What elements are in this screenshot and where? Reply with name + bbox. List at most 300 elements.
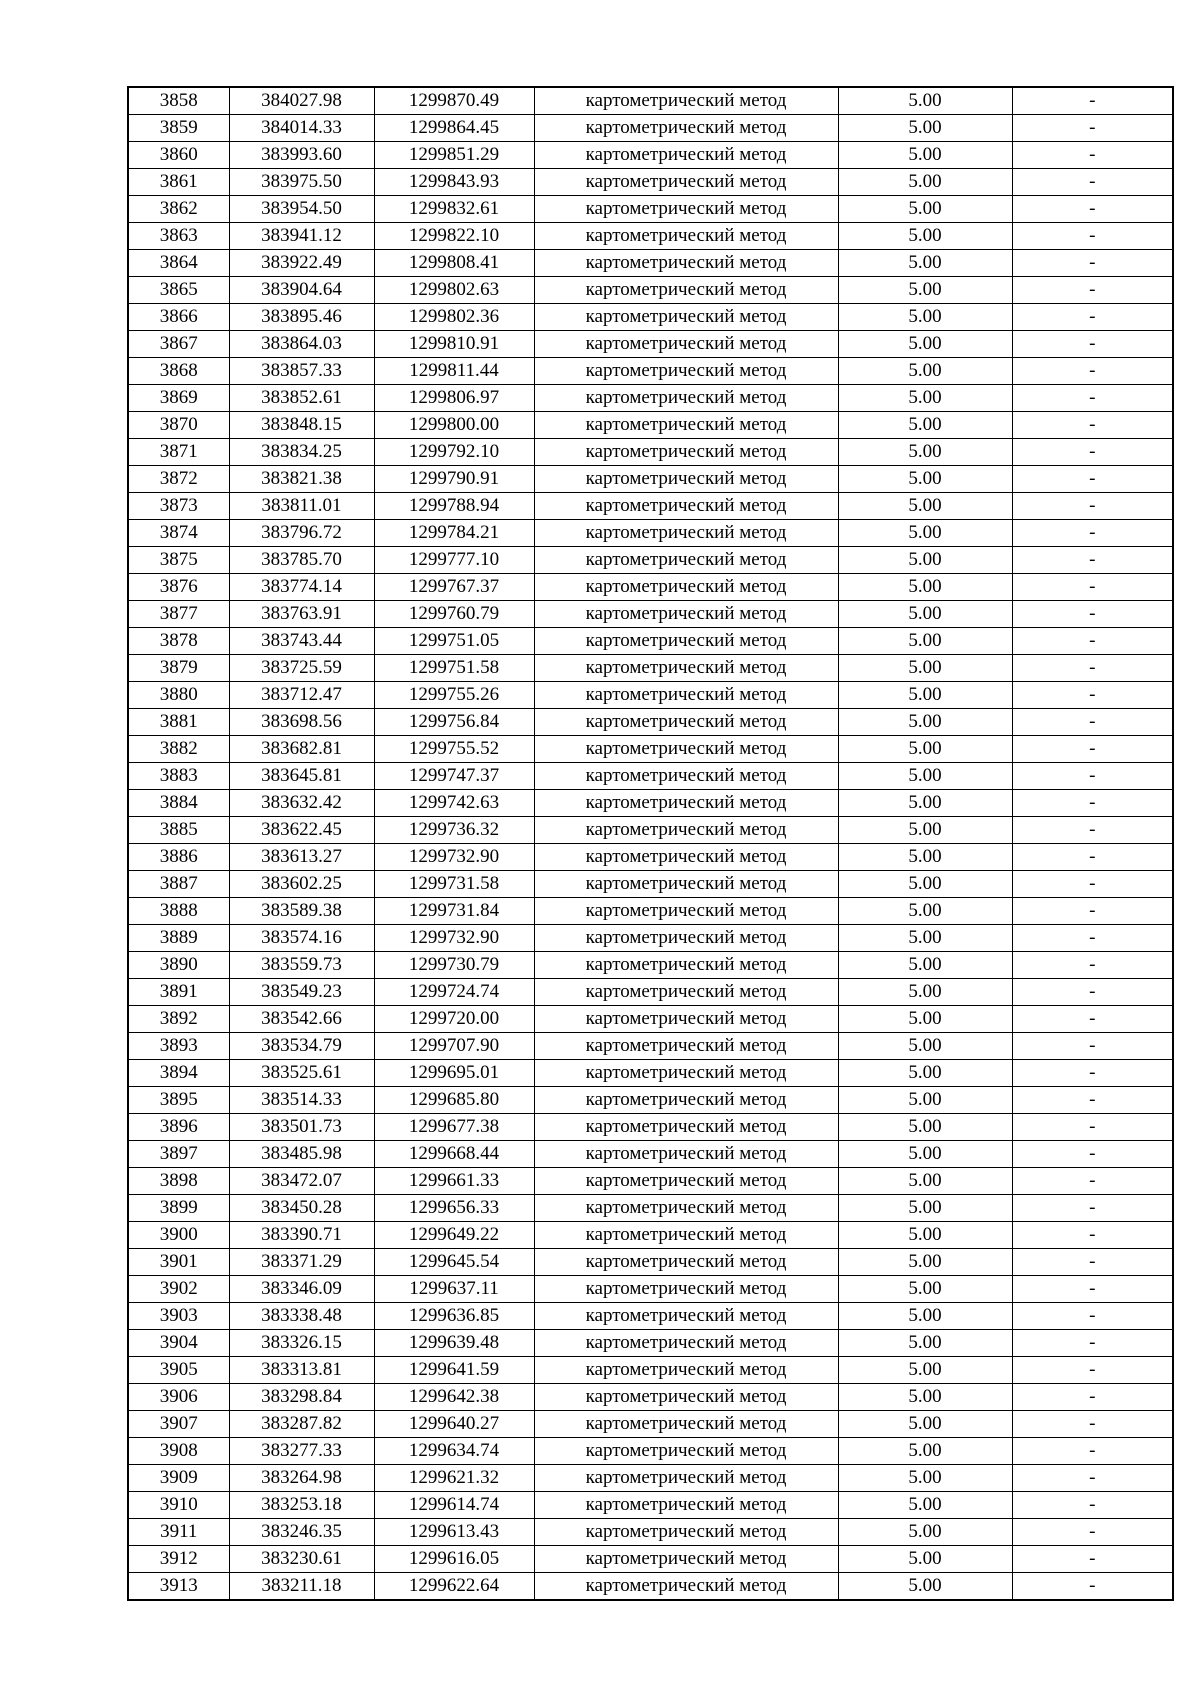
accuracy-cell: 5.00 xyxy=(838,898,1012,925)
x-coordinate-cell: 383811.01 xyxy=(229,493,374,520)
table-row xyxy=(128,844,1173,871)
note-cell: - xyxy=(1012,952,1173,979)
y-coordinate-cell: 1299760.79 xyxy=(374,601,534,628)
accuracy-cell: 5.00 xyxy=(838,115,1012,142)
method-cell: картометрический метод xyxy=(534,1141,838,1168)
point-number-cell: 3900 xyxy=(128,1222,229,1249)
x-coordinate-cell: 383743.44 xyxy=(229,628,374,655)
point-number-cell: 3865 xyxy=(128,277,229,304)
x-coordinate-cell: 383549.23 xyxy=(229,979,374,1006)
x-coordinate-cell: 383246.35 xyxy=(229,1519,374,1546)
method-cell: картометрический метод xyxy=(534,412,838,439)
note-cell: - xyxy=(1012,979,1173,1006)
y-coordinate-cell: 1299720.00 xyxy=(374,1006,534,1033)
y-coordinate-cell: 1299613.43 xyxy=(374,1519,534,1546)
y-coordinate-cell: 1299870.49 xyxy=(374,87,534,115)
point-number-cell: 3871 xyxy=(128,439,229,466)
method-cell: картометрический метод xyxy=(534,1060,838,1087)
y-coordinate-cell: 1299810.91 xyxy=(374,331,534,358)
accuracy-cell: 5.00 xyxy=(838,385,1012,412)
note-cell: - xyxy=(1012,1492,1173,1519)
accuracy-cell: 5.00 xyxy=(838,358,1012,385)
table-row xyxy=(128,115,1173,142)
method-cell: картометрический метод xyxy=(534,250,838,277)
method-cell: картометрический метод xyxy=(534,1276,838,1303)
table-row xyxy=(128,1114,1173,1141)
table-row xyxy=(128,385,1173,412)
point-number-cell: 3885 xyxy=(128,817,229,844)
y-coordinate-cell: 1299822.10 xyxy=(374,223,534,250)
note-cell: - xyxy=(1012,169,1173,196)
y-coordinate-cell: 1299802.36 xyxy=(374,304,534,331)
method-cell: картометрический метод xyxy=(534,898,838,925)
x-coordinate-cell: 383485.98 xyxy=(229,1141,374,1168)
note-cell: - xyxy=(1012,682,1173,709)
point-number-cell: 3860 xyxy=(128,142,229,169)
table-row xyxy=(128,1573,1173,1601)
table-row xyxy=(128,520,1173,547)
x-coordinate-cell: 383975.50 xyxy=(229,169,374,196)
table-row xyxy=(128,1222,1173,1249)
point-number-cell: 3903 xyxy=(128,1303,229,1330)
y-coordinate-cell: 1299621.32 xyxy=(374,1465,534,1492)
x-coordinate-cell: 384027.98 xyxy=(229,87,374,115)
note-cell: - xyxy=(1012,763,1173,790)
table-row xyxy=(128,1033,1173,1060)
table-row xyxy=(128,1411,1173,1438)
y-coordinate-cell: 1299695.01 xyxy=(374,1060,534,1087)
method-cell: картометрический метод xyxy=(534,1303,838,1330)
y-coordinate-cell: 1299622.64 xyxy=(374,1573,534,1601)
point-number-cell: 3895 xyxy=(128,1087,229,1114)
accuracy-cell: 5.00 xyxy=(838,142,1012,169)
note-cell: - xyxy=(1012,466,1173,493)
x-coordinate-cell: 383534.79 xyxy=(229,1033,374,1060)
y-coordinate-cell: 1299790.91 xyxy=(374,466,534,493)
note-cell: - xyxy=(1012,1384,1173,1411)
accuracy-cell: 5.00 xyxy=(838,250,1012,277)
note-cell: - xyxy=(1012,277,1173,304)
table-body xyxy=(128,87,1173,1600)
method-cell: картометрический метод xyxy=(534,628,838,655)
x-coordinate-cell: 383277.33 xyxy=(229,1438,374,1465)
table-row xyxy=(128,547,1173,574)
method-cell: картометрический метод xyxy=(534,1168,838,1195)
point-number-cell: 3894 xyxy=(128,1060,229,1087)
point-number-cell: 3912 xyxy=(128,1546,229,1573)
x-coordinate-cell: 383632.42 xyxy=(229,790,374,817)
table-row xyxy=(128,736,1173,763)
accuracy-cell: 5.00 xyxy=(838,1411,1012,1438)
x-coordinate-cell: 383613.27 xyxy=(229,844,374,871)
note-cell: - xyxy=(1012,871,1173,898)
table-row xyxy=(128,1303,1173,1330)
accuracy-cell: 5.00 xyxy=(838,979,1012,1006)
x-coordinate-cell: 383501.73 xyxy=(229,1114,374,1141)
y-coordinate-cell: 1299736.32 xyxy=(374,817,534,844)
table-row xyxy=(128,358,1173,385)
point-number-cell: 3891 xyxy=(128,979,229,1006)
accuracy-cell: 5.00 xyxy=(838,87,1012,115)
method-cell: картометрический метод xyxy=(534,925,838,952)
method-cell: картометрический метод xyxy=(534,493,838,520)
note-cell: - xyxy=(1012,844,1173,871)
point-number-cell: 3883 xyxy=(128,763,229,790)
method-cell: картометрический метод xyxy=(534,871,838,898)
x-coordinate-cell: 383941.12 xyxy=(229,223,374,250)
note-cell: - xyxy=(1012,1438,1173,1465)
note-cell: - xyxy=(1012,1033,1173,1060)
point-number-cell: 3890 xyxy=(128,952,229,979)
method-cell: картометрический метод xyxy=(534,520,838,547)
point-number-cell: 3889 xyxy=(128,925,229,952)
x-coordinate-cell: 384014.33 xyxy=(229,115,374,142)
note-cell: - xyxy=(1012,1546,1173,1573)
x-coordinate-cell: 383954.50 xyxy=(229,196,374,223)
y-coordinate-cell: 1299645.54 xyxy=(374,1249,534,1276)
point-number-cell: 3897 xyxy=(128,1141,229,1168)
y-coordinate-cell: 1299634.74 xyxy=(374,1438,534,1465)
accuracy-cell: 5.00 xyxy=(838,682,1012,709)
method-cell: картометрический метод xyxy=(534,1114,838,1141)
method-cell: картометрический метод xyxy=(534,1573,838,1601)
y-coordinate-cell: 1299731.84 xyxy=(374,898,534,925)
y-coordinate-cell: 1299724.74 xyxy=(374,979,534,1006)
method-cell: картометрический метод xyxy=(534,142,838,169)
point-number-cell: 3877 xyxy=(128,601,229,628)
accuracy-cell: 5.00 xyxy=(838,1330,1012,1357)
note-cell: - xyxy=(1012,1114,1173,1141)
coordinates-table xyxy=(127,86,1174,1601)
method-cell: картометрический метод xyxy=(534,439,838,466)
y-coordinate-cell: 1299649.22 xyxy=(374,1222,534,1249)
y-coordinate-cell: 1299641.59 xyxy=(374,1357,534,1384)
x-coordinate-cell: 383852.61 xyxy=(229,385,374,412)
y-coordinate-cell: 1299832.61 xyxy=(374,196,534,223)
table-row xyxy=(128,1492,1173,1519)
accuracy-cell: 5.00 xyxy=(838,1519,1012,1546)
note-cell: - xyxy=(1012,1060,1173,1087)
accuracy-cell: 5.00 xyxy=(838,925,1012,952)
accuracy-cell: 5.00 xyxy=(838,1195,1012,1222)
note-cell: - xyxy=(1012,1141,1173,1168)
y-coordinate-cell: 1299742.63 xyxy=(374,790,534,817)
accuracy-cell: 5.00 xyxy=(838,466,1012,493)
x-coordinate-cell: 383922.49 xyxy=(229,250,374,277)
method-cell: картометрический метод xyxy=(534,979,838,1006)
x-coordinate-cell: 383645.81 xyxy=(229,763,374,790)
x-coordinate-cell: 383993.60 xyxy=(229,142,374,169)
x-coordinate-cell: 383796.72 xyxy=(229,520,374,547)
table-row xyxy=(128,412,1173,439)
y-coordinate-cell: 1299685.80 xyxy=(374,1087,534,1114)
point-number-cell: 3909 xyxy=(128,1465,229,1492)
note-cell: - xyxy=(1012,1168,1173,1195)
x-coordinate-cell: 383904.64 xyxy=(229,277,374,304)
x-coordinate-cell: 383542.66 xyxy=(229,1006,374,1033)
point-number-cell: 3868 xyxy=(128,358,229,385)
point-number-cell: 3859 xyxy=(128,115,229,142)
method-cell: картометрический метод xyxy=(534,1006,838,1033)
accuracy-cell: 5.00 xyxy=(838,1033,1012,1060)
note-cell: - xyxy=(1012,493,1173,520)
note-cell: - xyxy=(1012,1087,1173,1114)
note-cell: - xyxy=(1012,1006,1173,1033)
y-coordinate-cell: 1299732.90 xyxy=(374,844,534,871)
method-cell: картометрический метод xyxy=(534,304,838,331)
note-cell: - xyxy=(1012,925,1173,952)
accuracy-cell: 5.00 xyxy=(838,844,1012,871)
table-row xyxy=(128,898,1173,925)
note-cell: - xyxy=(1012,87,1173,115)
accuracy-cell: 5.00 xyxy=(838,412,1012,439)
point-number-cell: 3858 xyxy=(128,87,229,115)
x-coordinate-cell: 383821.38 xyxy=(229,466,374,493)
note-cell: - xyxy=(1012,115,1173,142)
accuracy-cell: 5.00 xyxy=(838,1384,1012,1411)
x-coordinate-cell: 383514.33 xyxy=(229,1087,374,1114)
x-coordinate-cell: 383264.98 xyxy=(229,1465,374,1492)
y-coordinate-cell: 1299811.44 xyxy=(374,358,534,385)
method-cell: картометрический метод xyxy=(534,1519,838,1546)
y-coordinate-cell: 1299656.33 xyxy=(374,1195,534,1222)
x-coordinate-cell: 383390.71 xyxy=(229,1222,374,1249)
note-cell: - xyxy=(1012,331,1173,358)
x-coordinate-cell: 383525.61 xyxy=(229,1060,374,1087)
x-coordinate-cell: 383287.82 xyxy=(229,1411,374,1438)
x-coordinate-cell: 383346.09 xyxy=(229,1276,374,1303)
method-cell: картометрический метод xyxy=(534,844,838,871)
x-coordinate-cell: 383313.81 xyxy=(229,1357,374,1384)
point-number-cell: 3879 xyxy=(128,655,229,682)
accuracy-cell: 5.00 xyxy=(838,547,1012,574)
accuracy-cell: 5.00 xyxy=(838,1222,1012,1249)
method-cell: картометрический метод xyxy=(534,1357,838,1384)
accuracy-cell: 5.00 xyxy=(838,331,1012,358)
table-row xyxy=(128,1465,1173,1492)
note-cell: - xyxy=(1012,655,1173,682)
table-row xyxy=(128,142,1173,169)
y-coordinate-cell: 1299668.44 xyxy=(374,1141,534,1168)
x-coordinate-cell: 383326.15 xyxy=(229,1330,374,1357)
point-number-cell: 3901 xyxy=(128,1249,229,1276)
point-number-cell: 3878 xyxy=(128,628,229,655)
method-cell: картометрический метод xyxy=(534,736,838,763)
accuracy-cell: 5.00 xyxy=(838,655,1012,682)
x-coordinate-cell: 383763.91 xyxy=(229,601,374,628)
table-row xyxy=(128,1249,1173,1276)
y-coordinate-cell: 1299731.58 xyxy=(374,871,534,898)
method-cell: картометрический метод xyxy=(534,952,838,979)
accuracy-cell: 5.00 xyxy=(838,520,1012,547)
x-coordinate-cell: 383602.25 xyxy=(229,871,374,898)
note-cell: - xyxy=(1012,1411,1173,1438)
x-coordinate-cell: 383785.70 xyxy=(229,547,374,574)
y-coordinate-cell: 1299732.90 xyxy=(374,925,534,952)
y-coordinate-cell: 1299755.26 xyxy=(374,682,534,709)
accuracy-cell: 5.00 xyxy=(838,1141,1012,1168)
point-number-cell: 3880 xyxy=(128,682,229,709)
method-cell: картометрический метод xyxy=(534,1222,838,1249)
point-number-cell: 3870 xyxy=(128,412,229,439)
note-cell: - xyxy=(1012,1465,1173,1492)
table-row xyxy=(128,682,1173,709)
note-cell: - xyxy=(1012,142,1173,169)
table-row xyxy=(128,655,1173,682)
y-coordinate-cell: 1299756.84 xyxy=(374,709,534,736)
table-row xyxy=(128,1438,1173,1465)
x-coordinate-cell: 383230.61 xyxy=(229,1546,374,1573)
x-coordinate-cell: 383559.73 xyxy=(229,952,374,979)
y-coordinate-cell: 1299614.74 xyxy=(374,1492,534,1519)
accuracy-cell: 5.00 xyxy=(838,1492,1012,1519)
x-coordinate-cell: 383574.16 xyxy=(229,925,374,952)
note-cell: - xyxy=(1012,1195,1173,1222)
point-number-cell: 3899 xyxy=(128,1195,229,1222)
table-row xyxy=(128,277,1173,304)
point-number-cell: 3866 xyxy=(128,304,229,331)
x-coordinate-cell: 383848.15 xyxy=(229,412,374,439)
y-coordinate-cell: 1299661.33 xyxy=(374,1168,534,1195)
method-cell: картометрический метод xyxy=(534,1330,838,1357)
accuracy-cell: 5.00 xyxy=(838,1006,1012,1033)
accuracy-cell: 5.00 xyxy=(838,304,1012,331)
x-coordinate-cell: 383589.38 xyxy=(229,898,374,925)
x-coordinate-cell: 383298.84 xyxy=(229,1384,374,1411)
table-row xyxy=(128,817,1173,844)
point-number-cell: 3874 xyxy=(128,520,229,547)
note-cell: - xyxy=(1012,790,1173,817)
accuracy-cell: 5.00 xyxy=(838,1438,1012,1465)
note-cell: - xyxy=(1012,439,1173,466)
method-cell: картометрический метод xyxy=(534,574,838,601)
note-cell: - xyxy=(1012,385,1173,412)
note-cell: - xyxy=(1012,574,1173,601)
accuracy-cell: 5.00 xyxy=(838,1087,1012,1114)
table-row xyxy=(128,1330,1173,1357)
y-coordinate-cell: 1299808.41 xyxy=(374,250,534,277)
x-coordinate-cell: 383472.07 xyxy=(229,1168,374,1195)
y-coordinate-cell: 1299851.29 xyxy=(374,142,534,169)
table-row xyxy=(128,87,1173,115)
accuracy-cell: 5.00 xyxy=(838,1546,1012,1573)
accuracy-cell: 5.00 xyxy=(838,628,1012,655)
table-row xyxy=(128,1357,1173,1384)
method-cell: картометрический метод xyxy=(534,1384,838,1411)
y-coordinate-cell: 1299636.85 xyxy=(374,1303,534,1330)
y-coordinate-cell: 1299639.48 xyxy=(374,1330,534,1357)
table-row xyxy=(128,1519,1173,1546)
point-number-cell: 3888 xyxy=(128,898,229,925)
table-row xyxy=(128,1141,1173,1168)
table-row xyxy=(128,952,1173,979)
note-cell: - xyxy=(1012,250,1173,277)
method-cell: картометрический метод xyxy=(534,1546,838,1573)
table-row xyxy=(128,1168,1173,1195)
x-coordinate-cell: 383338.48 xyxy=(229,1303,374,1330)
y-coordinate-cell: 1299843.93 xyxy=(374,169,534,196)
accuracy-cell: 5.00 xyxy=(838,952,1012,979)
method-cell: картометрический метод xyxy=(534,601,838,628)
note-cell: - xyxy=(1012,196,1173,223)
y-coordinate-cell: 1299792.10 xyxy=(374,439,534,466)
accuracy-cell: 5.00 xyxy=(838,817,1012,844)
y-coordinate-cell: 1299747.37 xyxy=(374,763,534,790)
table-row xyxy=(128,979,1173,1006)
x-coordinate-cell: 383211.18 xyxy=(229,1573,374,1601)
x-coordinate-cell: 383857.33 xyxy=(229,358,374,385)
method-cell: картометрический метод xyxy=(534,196,838,223)
note-cell: - xyxy=(1012,817,1173,844)
note-cell: - xyxy=(1012,1222,1173,1249)
accuracy-cell: 5.00 xyxy=(838,1465,1012,1492)
accuracy-cell: 5.00 xyxy=(838,871,1012,898)
y-coordinate-cell: 1299616.05 xyxy=(374,1546,534,1573)
accuracy-cell: 5.00 xyxy=(838,1357,1012,1384)
x-coordinate-cell: 383712.47 xyxy=(229,682,374,709)
y-coordinate-cell: 1299800.00 xyxy=(374,412,534,439)
method-cell: картометрический метод xyxy=(534,709,838,736)
table-row xyxy=(128,169,1173,196)
note-cell: - xyxy=(1012,709,1173,736)
table-row xyxy=(128,331,1173,358)
point-number-cell: 3904 xyxy=(128,1330,229,1357)
point-number-cell: 3875 xyxy=(128,547,229,574)
point-number-cell: 3863 xyxy=(128,223,229,250)
y-coordinate-cell: 1299730.79 xyxy=(374,952,534,979)
accuracy-cell: 5.00 xyxy=(838,763,1012,790)
method-cell: картометрический метод xyxy=(534,169,838,196)
table-row xyxy=(128,439,1173,466)
method-cell: картометрический метод xyxy=(534,1087,838,1114)
method-cell: картометрический метод xyxy=(534,331,838,358)
accuracy-cell: 5.00 xyxy=(838,709,1012,736)
point-number-cell: 3887 xyxy=(128,871,229,898)
table-row xyxy=(128,1006,1173,1033)
y-coordinate-cell: 1299788.94 xyxy=(374,493,534,520)
note-cell: - xyxy=(1012,520,1173,547)
method-cell: картометрический метод xyxy=(534,87,838,115)
accuracy-cell: 5.00 xyxy=(838,1249,1012,1276)
table-row xyxy=(128,628,1173,655)
point-number-cell: 3898 xyxy=(128,1168,229,1195)
accuracy-cell: 5.00 xyxy=(838,439,1012,466)
y-coordinate-cell: 1299642.38 xyxy=(374,1384,534,1411)
x-coordinate-cell: 383682.81 xyxy=(229,736,374,763)
y-coordinate-cell: 1299677.38 xyxy=(374,1114,534,1141)
method-cell: картометрический метод xyxy=(534,790,838,817)
point-number-cell: 3881 xyxy=(128,709,229,736)
point-number-cell: 3913 xyxy=(128,1573,229,1601)
y-coordinate-cell: 1299806.97 xyxy=(374,385,534,412)
method-cell: картометрический метод xyxy=(534,682,838,709)
point-number-cell: 3896 xyxy=(128,1114,229,1141)
note-cell: - xyxy=(1012,304,1173,331)
y-coordinate-cell: 1299637.11 xyxy=(374,1276,534,1303)
point-number-cell: 3869 xyxy=(128,385,229,412)
x-coordinate-cell: 383834.25 xyxy=(229,439,374,466)
method-cell: картометрический метод xyxy=(534,1492,838,1519)
y-coordinate-cell: 1299767.37 xyxy=(374,574,534,601)
table-row xyxy=(128,466,1173,493)
point-number-cell: 3873 xyxy=(128,493,229,520)
table-row xyxy=(128,709,1173,736)
y-coordinate-cell: 1299864.45 xyxy=(374,115,534,142)
method-cell: картометрический метод xyxy=(534,547,838,574)
accuracy-cell: 5.00 xyxy=(838,196,1012,223)
y-coordinate-cell: 1299755.52 xyxy=(374,736,534,763)
x-coordinate-cell: 383698.56 xyxy=(229,709,374,736)
